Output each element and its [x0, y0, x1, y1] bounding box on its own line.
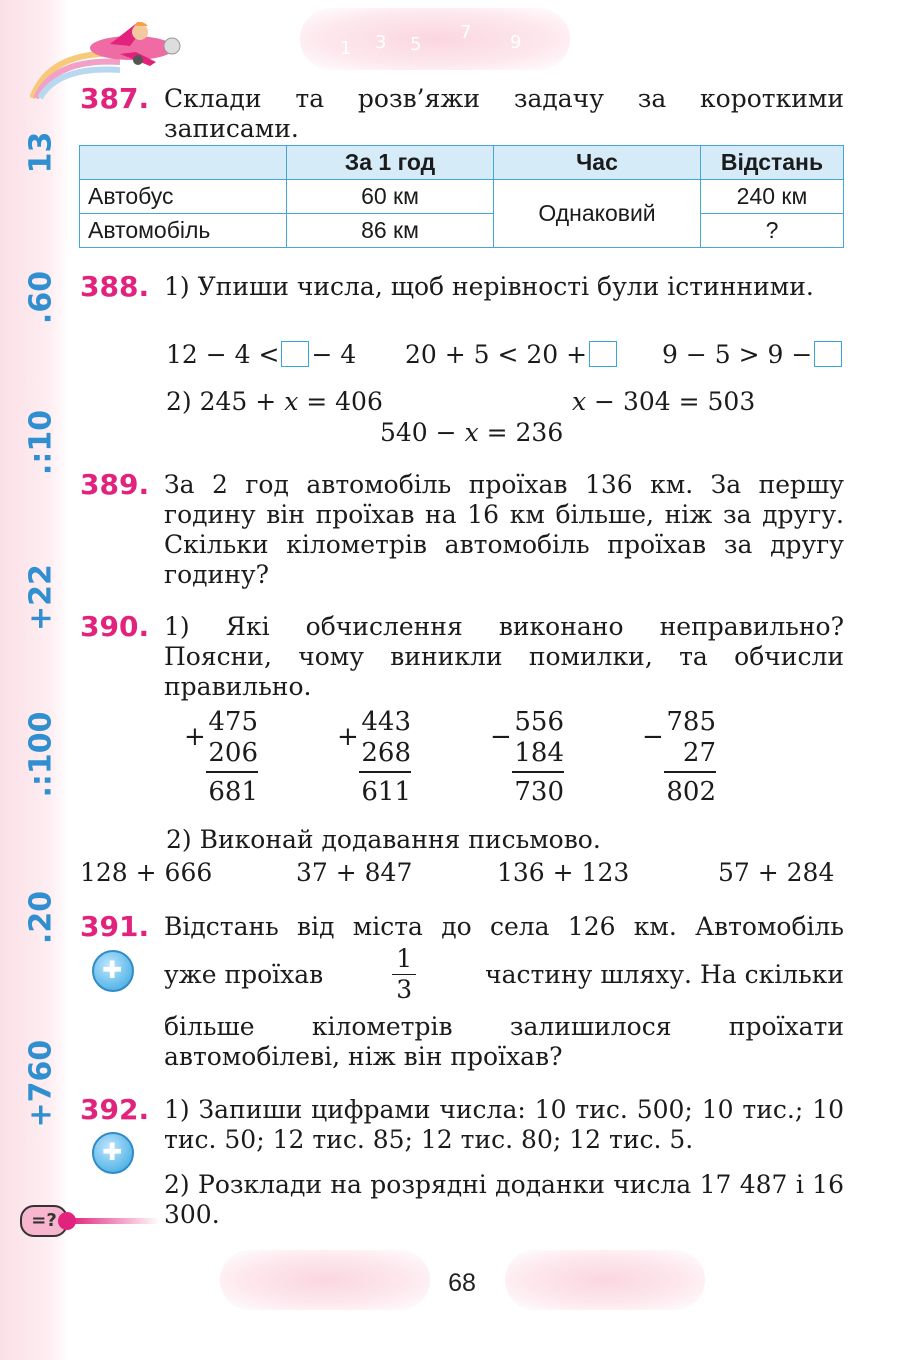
top-number-cloud [300, 8, 570, 70]
cloud-digit: 7 [460, 22, 472, 43]
table-cell: Автомобіль [80, 214, 287, 248]
answer-box[interactable] [814, 341, 842, 367]
fraction [392, 944, 416, 1005]
operand: 443 [361, 707, 411, 737]
page-number: 68 [448, 1269, 476, 1297]
sidebar-number: +760 [23, 1039, 59, 1128]
table-header: Відстань [701, 146, 844, 180]
bottom-cloud-decoration [505, 1250, 705, 1310]
table-cell: 60 км [287, 180, 494, 214]
column-calculation [490, 707, 564, 808]
question-equals-icon: =? [20, 1205, 68, 1237]
pink-trail-decoration [70, 1218, 160, 1224]
task-text: 1) Запиши цифрами числа: 10 тис. 500; 10 тис.; 10 тис. 50; 12 тис. 85; 12 тис. 80; 12 тис. 5. [164, 1095, 844, 1154]
table-cell: 86 км [287, 214, 494, 248]
inequality-left: 12 − 4 < [166, 340, 280, 369]
task-text: За 2 год автомобіль проїхав 136 км. За першу годину він проїхав на 16 км більше, ніж за другу. Скільки кілометрів автомобіль проїхав за другу годину? [164, 470, 844, 589]
sidebar-number: .20 [23, 890, 59, 945]
task-number: 391. [80, 910, 150, 943]
operand: 206 [208, 738, 258, 768]
table-cell: Автобус [80, 180, 287, 214]
operator: + [337, 722, 359, 752]
task-number: 389. [80, 468, 150, 501]
bottom-cloud-decoration [220, 1250, 430, 1310]
result: 611 [359, 771, 411, 808]
part-label: 2) [166, 387, 192, 416]
operator: − [642, 722, 664, 752]
inequality [405, 340, 619, 370]
cloud-digit: 3 [375, 32, 387, 53]
answer-box[interactable] [589, 341, 617, 367]
variable: x [284, 387, 299, 416]
sidebar-number: .:100 [23, 711, 59, 798]
task-text: 1) Які обчислення виконано неправильно? Поясни, чому виникли помилки, та обчисли правильно. [164, 612, 844, 701]
table-cell: ? [701, 214, 844, 248]
task-text: Відстань від міста до села 126 км. Автомобіль [164, 912, 844, 941]
variable: x [572, 387, 587, 416]
inequality-right: − 4 [311, 340, 357, 369]
data-table [79, 145, 844, 248]
task-text-line [164, 944, 844, 1005]
equation [380, 418, 563, 448]
sum-expression: 37 + 847 [296, 858, 413, 887]
operand: 475 [208, 707, 258, 737]
task-text: 2) Виконай додавання письмово. [166, 825, 601, 854]
equation-part: 540 − [380, 418, 465, 447]
sum-expression: 136 + 123 [497, 858, 630, 887]
column-calculation [642, 707, 716, 808]
task-number: 392. [80, 1093, 150, 1126]
equation-part: − 304 = 503 [586, 387, 756, 416]
puzzle-icon [92, 950, 134, 992]
result: 681 [206, 771, 258, 808]
sidebar-number: 13 [23, 131, 59, 174]
operator: + [184, 722, 206, 752]
task-number: 390. [80, 610, 150, 643]
answer-box[interactable] [281, 341, 309, 367]
operand: 27 [682, 738, 716, 768]
task-text: Склади та розв’яжи задачу за короткими записами. [164, 84, 844, 143]
inequality-left: 9 − 5 > 9 − [662, 340, 813, 369]
task-text: 2) Розклади на розрядні доданки числа 17 487 і 16 300. [164, 1170, 844, 1229]
left-margin-strip [0, 0, 70, 1360]
operand: 556 [514, 707, 564, 737]
sum-expression: 57 + 284 [718, 858, 835, 887]
task-text: 1) Упиши числа, щоб нерівності були істинними. [164, 272, 814, 301]
equation-part: = 236 [478, 418, 564, 447]
sidebar-number: .:10 [23, 409, 59, 476]
result: 802 [664, 771, 716, 808]
sum-expression: 128 + 666 [80, 858, 213, 887]
text-fragment: уже проїхав [164, 959, 324, 989]
result: 730 [512, 771, 564, 808]
inequality [662, 340, 844, 370]
inequality [166, 340, 356, 370]
puzzle-icon [92, 1132, 134, 1174]
table-header: За 1 год [287, 146, 494, 180]
cloud-digit: 1 [340, 38, 352, 59]
table-cell: Однаковий [494, 180, 701, 248]
fraction-denominator: 3 [396, 975, 413, 1004]
inequality-left: 20 + 5 < 20 + [405, 340, 588, 369]
operator: − [490, 722, 512, 752]
variable: x [464, 418, 479, 447]
task-number: 387. [80, 82, 150, 115]
task-text: більше кілометрів залишилося проїхати автомобілеві, ніж він проїхав? [164, 1012, 844, 1071]
cloud-digit: 9 [510, 32, 522, 53]
table-header [80, 146, 287, 180]
column-calculation [337, 707, 411, 808]
sidebar-number: .60 [23, 270, 59, 325]
table-cell: 240 км [701, 180, 844, 214]
operand: 785 [666, 707, 716, 737]
table-row [80, 180, 844, 214]
operand: 268 [361, 738, 411, 768]
airplane-icon [80, 14, 190, 70]
equation-part: 245 + [199, 387, 285, 416]
sidebar-number: +22 [23, 564, 59, 631]
table-row [80, 214, 844, 248]
operand: 184 [514, 738, 564, 768]
task-number: 388. [80, 270, 150, 303]
text-fragment: частину шляху. На скільки [485, 959, 844, 989]
equation [166, 387, 383, 417]
cloud-digit: 5 [410, 34, 422, 55]
fraction-numerator: 1 [392, 944, 416, 975]
equation [572, 387, 755, 417]
table-header: Час [494, 146, 701, 180]
equation-part: = 406 [298, 387, 383, 416]
column-calculation [184, 707, 258, 808]
